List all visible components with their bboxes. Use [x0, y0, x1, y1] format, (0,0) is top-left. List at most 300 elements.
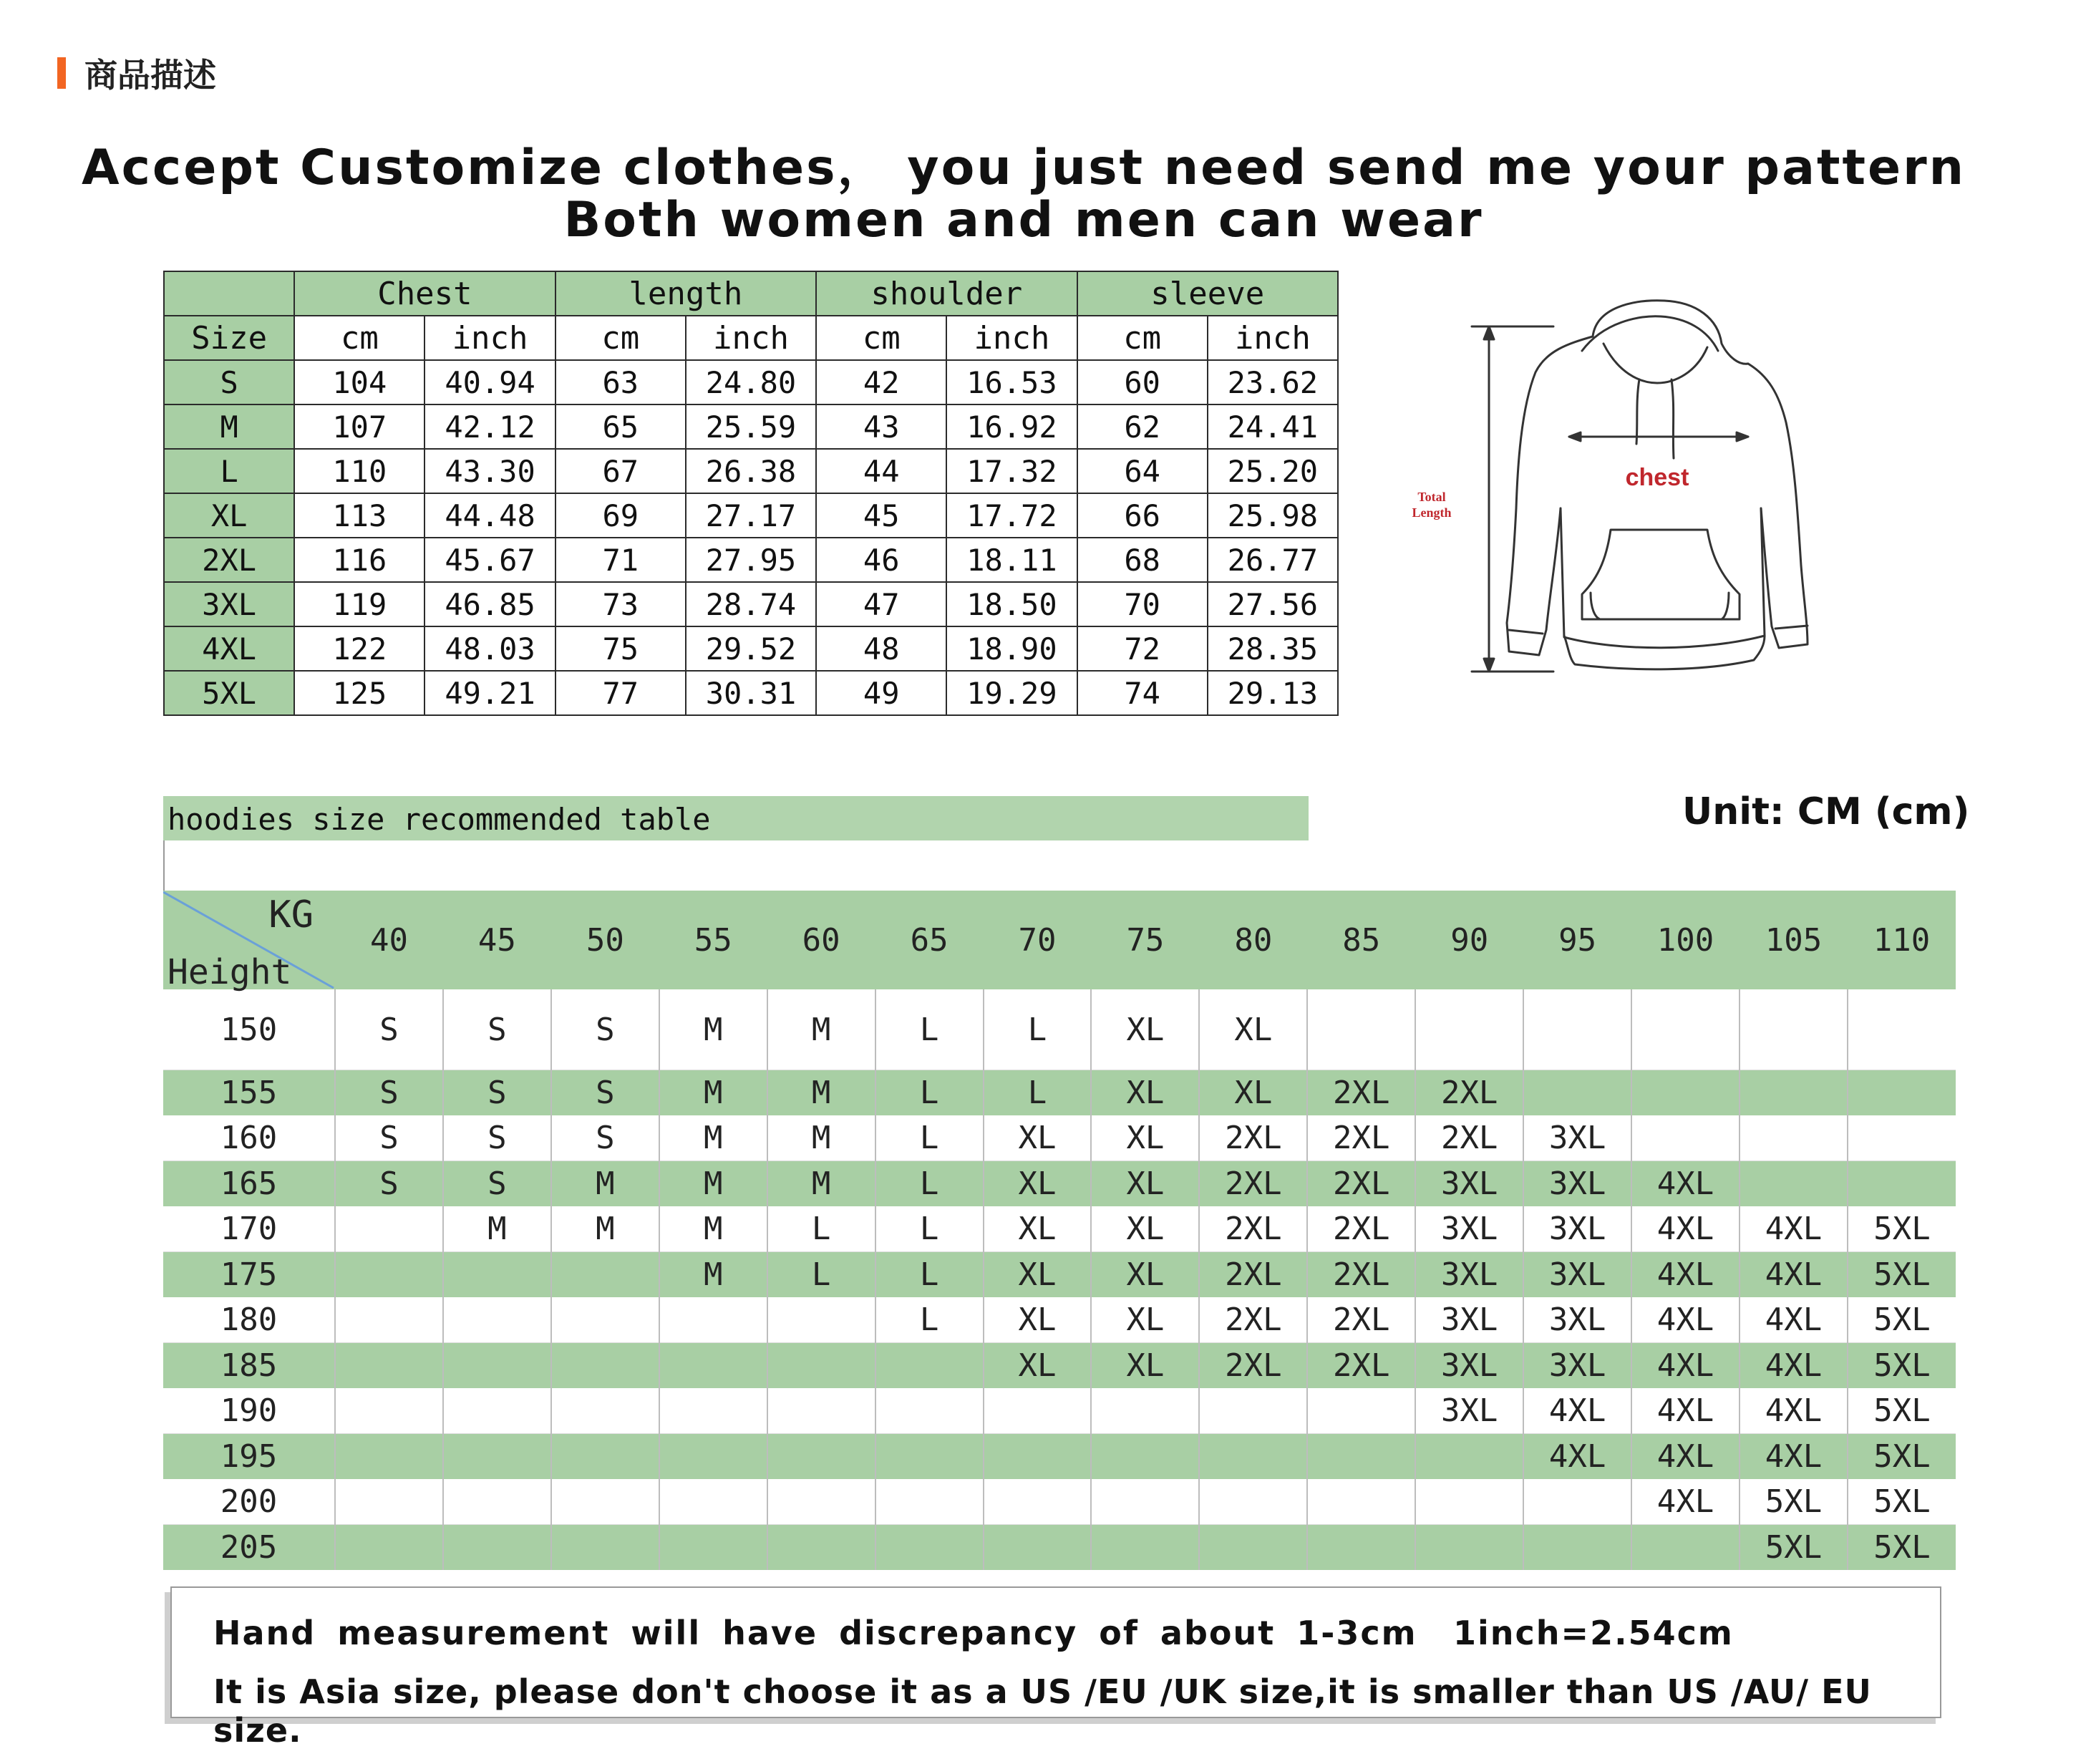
recommended-size-cell: 3XL: [1523, 1161, 1631, 1207]
recommended-size-cell: [984, 1388, 1092, 1434]
recommended-size-cell: XL: [984, 1206, 1092, 1252]
recommended-size-cell: L: [767, 1206, 875, 1252]
recommended-size-cell: [984, 1525, 1092, 1571]
recommended-size-cell: [335, 1252, 443, 1298]
weight-header: 60: [767, 891, 875, 989]
kg-label: KG: [268, 893, 314, 936]
measurement-cell: 42: [816, 360, 946, 404]
size-table-row: [164, 360, 1338, 404]
recommended-size-cell: XL: [1091, 1161, 1199, 1207]
headline-line-1: Accept Customize clothes， you just need send me your pattern: [81, 140, 1966, 196]
total-length-label-1: Total: [1417, 490, 1446, 504]
size-table-group-header: Chest: [294, 271, 555, 316]
recommended-size-cell: [335, 1297, 443, 1343]
size-column-header: Size: [164, 316, 294, 360]
recommended-size-cell: [767, 1525, 875, 1571]
measurement-cell: 26.77: [1208, 538, 1338, 582]
recommended-size-cell: [443, 1388, 551, 1434]
recommended-size-cell: 3XL: [1415, 1161, 1523, 1207]
measurement-cell: 74: [1077, 671, 1208, 715]
note-box: [170, 1586, 1941, 1750]
recommended-size-cell: XL: [984, 1252, 1092, 1298]
measurement-cell: 30.31: [686, 671, 816, 715]
recommended-size-cell: [551, 1525, 659, 1571]
recommended-size-cell: [551, 1297, 659, 1343]
recommended-size-cell: [1091, 1388, 1199, 1434]
unit-header: inch: [946, 316, 1077, 360]
recommended-size-cell: [1415, 989, 1523, 1070]
recommendation-row: [163, 1252, 1956, 1298]
recommended-size-cell: L: [875, 1161, 984, 1207]
recommended-size-cell: [1415, 1525, 1523, 1571]
recommended-size-cell: 3XL: [1415, 1252, 1523, 1298]
measurement-cell: 45.67: [424, 538, 555, 582]
recommended-size-cell: [551, 1388, 659, 1434]
height-cell: 185: [163, 1343, 335, 1389]
recommended-size-cell: 4XL: [1740, 1388, 1848, 1434]
measurement-cell: 113: [294, 493, 424, 538]
measurement-cell: 49.21: [424, 671, 555, 715]
recommended-size-cell: [1415, 1434, 1523, 1480]
recommended-size-cell: [443, 1479, 551, 1525]
recommended-size-cell: XL: [1091, 1070, 1199, 1116]
recommended-size-cell: [659, 1388, 767, 1434]
size-table-row: [164, 404, 1338, 449]
recommended-size-cell: 4XL: [1740, 1206, 1848, 1252]
measurement-cell: 73: [555, 582, 686, 626]
size-label-cell: S: [164, 360, 294, 404]
recommended-size-cell: 4XL: [1631, 1343, 1740, 1389]
recommendation-row: [163, 1115, 1956, 1161]
recommended-size-cell: 4XL: [1631, 1252, 1740, 1298]
recommended-size-cell: [1199, 1434, 1307, 1480]
recommended-size-cell: [443, 1297, 551, 1343]
weight-header: 50: [551, 891, 659, 989]
recommended-size-cell: XL: [1091, 1206, 1199, 1252]
recommended-size-cell: L: [875, 1252, 984, 1298]
weight-header: 40: [335, 891, 443, 989]
recommended-size-cell: [1523, 989, 1631, 1070]
hoodie-diagram: [1403, 294, 1833, 680]
weight-header-row: [163, 891, 1956, 989]
recommendation-row: [163, 1525, 1956, 1571]
recommended-size-cell: [875, 1343, 984, 1389]
recommended-size-cell: M: [659, 1206, 767, 1252]
recommended-size-cell: [335, 1206, 443, 1252]
recommended-size-cell: M: [551, 1161, 659, 1207]
measurement-cell: 29.52: [686, 626, 816, 671]
weight-header: 90: [1415, 891, 1523, 989]
measurement-cell: 68: [1077, 538, 1208, 582]
recommended-size-cell: 4XL: [1631, 1479, 1740, 1525]
measurement-cell: 27.95: [686, 538, 816, 582]
recommended-size-cell: [1740, 1161, 1848, 1207]
size-table-row: [164, 538, 1338, 582]
recommended-size-cell: [443, 1252, 551, 1298]
recommended-size-cell: S: [551, 989, 659, 1070]
height-cell: 165: [163, 1161, 335, 1207]
recommended-size-cell: S: [335, 1115, 443, 1161]
note-conversion: 1inch=2.54cm: [1453, 1614, 1734, 1652]
recommended-size-cell: 4XL: [1740, 1434, 1848, 1480]
recommended-size-cell: 3XL: [1523, 1252, 1631, 1298]
measurement-cell: 16.92: [946, 404, 1077, 449]
height-cell: 160: [163, 1115, 335, 1161]
measurement-cell: 17.72: [946, 493, 1077, 538]
measurement-cell: 66: [1077, 493, 1208, 538]
measurement-cell: 45: [816, 493, 946, 538]
recommended-size-cell: 2XL: [1307, 1343, 1415, 1389]
recommended-size-cell: 4XL: [1523, 1434, 1631, 1480]
recommended-size-cell: 2XL: [1307, 1297, 1415, 1343]
recommended-size-cell: [1307, 989, 1415, 1070]
chest-label: chest: [1625, 464, 1689, 491]
recommended-size-cell: 2XL: [1199, 1206, 1307, 1252]
recommended-size-cell: 5XL: [1848, 1297, 1956, 1343]
size-table-corner: [164, 271, 294, 316]
measurement-cell: 40.94: [424, 360, 555, 404]
recommended-size-cell: M: [551, 1206, 659, 1252]
weight-header: 80: [1199, 891, 1307, 989]
weight-header: 70: [984, 891, 1092, 989]
recommended-size-cell: [767, 1479, 875, 1525]
recommendation-row: [163, 1479, 1956, 1525]
measurement-cell: 64: [1077, 449, 1208, 493]
measurement-cell: 46.85: [424, 582, 555, 626]
recommended-size-cell: XL: [1199, 1070, 1307, 1116]
recommended-size-cell: L: [875, 1070, 984, 1116]
recommended-size-cell: [443, 1434, 551, 1480]
recommended-size-cell: L: [875, 1206, 984, 1252]
recommended-size-cell: S: [443, 1070, 551, 1116]
recommended-size-cell: [1740, 989, 1848, 1070]
recommended-size-cell: [1740, 1070, 1848, 1116]
recommended-size-cell: 5XL: [1848, 1252, 1956, 1298]
recommended-size-cell: [551, 1252, 659, 1298]
recommended-size-cell: 2XL: [1307, 1252, 1415, 1298]
measurement-cell: 63: [555, 360, 686, 404]
recommendation-row: [163, 1434, 1956, 1480]
recommended-size-cell: S: [335, 1161, 443, 1207]
measurement-cell: 28.74: [686, 582, 816, 626]
height-cell: 175: [163, 1252, 335, 1298]
measurement-cell: 62: [1077, 404, 1208, 449]
measurement-cell: 60: [1077, 360, 1208, 404]
measurement-cell: 27.17: [686, 493, 816, 538]
measurement-cell: 125: [294, 671, 424, 715]
recommended-size-cell: 3XL: [1523, 1206, 1631, 1252]
recommended-size-cell: [1199, 1388, 1307, 1434]
recommended-size-cell: XL: [984, 1343, 1092, 1389]
weight-header: 45: [443, 891, 551, 989]
recommended-size-cell: [984, 1479, 1092, 1525]
section-accent-bar: [57, 57, 66, 89]
size-table-group-header: length: [555, 271, 816, 316]
recommended-size-cell: [1307, 1479, 1415, 1525]
recommended-size-cell: [551, 1434, 659, 1480]
recommended-size-cell: 5XL: [1740, 1479, 1848, 1525]
measurement-cell: 25.98: [1208, 493, 1338, 538]
recommended-size-cell: M: [659, 1070, 767, 1116]
measurement-cell: 29.13: [1208, 671, 1338, 715]
measurement-cell: 43: [816, 404, 946, 449]
recommended-size-cell: 3XL: [1415, 1297, 1523, 1343]
recommended-size-cell: M: [767, 1161, 875, 1207]
recommended-size-cell: 4XL: [1740, 1297, 1848, 1343]
weight-header: 65: [875, 891, 984, 989]
recommended-size-cell: XL: [984, 1297, 1092, 1343]
recommended-size-cell: L: [875, 1297, 984, 1343]
recommended-size-cell: L: [984, 989, 1092, 1070]
recommended-size-cell: [335, 1388, 443, 1434]
recommended-size-cell: S: [551, 1070, 659, 1116]
size-measurement-table: [163, 271, 1339, 716]
recommended-size-cell: 5XL: [1848, 1388, 1956, 1434]
body-outline: [1507, 336, 1593, 655]
recommended-size-cell: 2XL: [1199, 1115, 1307, 1161]
height-cell: 200: [163, 1479, 335, 1525]
measurement-cell: 72: [1077, 626, 1208, 671]
measurement-cell: 28.35: [1208, 626, 1338, 671]
recommended-size-cell: [875, 1479, 984, 1525]
measurement-cell: 67: [555, 449, 686, 493]
recommended-size-cell: [767, 1434, 875, 1480]
recommended-size-cell: 2XL: [1199, 1343, 1307, 1389]
measurement-cell: 122: [294, 626, 424, 671]
size-recommendation-table: [163, 891, 1956, 1570]
size-table-unit-row: [164, 316, 1338, 360]
section-header: [57, 52, 216, 94]
size-table-row: [164, 671, 1338, 715]
height-cell: 190: [163, 1388, 335, 1434]
unit-header: cm: [1077, 316, 1208, 360]
recommended-size-cell: S: [551, 1115, 659, 1161]
measurement-cell: 44.48: [424, 493, 555, 538]
size-table-row: [164, 626, 1338, 671]
recommended-size-cell: [443, 1525, 551, 1571]
recommended-size-cell: [659, 1343, 767, 1389]
height-cell: 180: [163, 1297, 335, 1343]
recommended-size-cell: [1091, 1434, 1199, 1480]
section-title: 商品描述: [84, 56, 216, 94]
recommended-size-cell: 2XL: [1199, 1161, 1307, 1207]
height-cell: 195: [163, 1434, 335, 1480]
recommended-table-title: hoodies size recommended table: [163, 796, 1309, 840]
recommended-size-cell: XL: [984, 1161, 1092, 1207]
recommended-size-cell: 2XL: [1415, 1070, 1523, 1116]
recommended-size-cell: [1848, 989, 1956, 1070]
measurement-cell: 23.62: [1208, 360, 1338, 404]
recommended-size-cell: M: [767, 1070, 875, 1116]
recommended-size-cell: [1740, 1115, 1848, 1161]
hood-outline: [1593, 301, 1748, 364]
recommended-size-cell: S: [443, 989, 551, 1070]
recommended-size-cell: 3XL: [1523, 1343, 1631, 1389]
recommended-size-cell: M: [659, 1115, 767, 1161]
recommended-size-cell: 5XL: [1848, 1525, 1956, 1571]
recommended-size-cell: 4XL: [1631, 1434, 1740, 1480]
recommended-size-cell: S: [335, 989, 443, 1070]
recommended-size-cell: [1415, 1479, 1523, 1525]
recommended-size-cell: [1523, 1070, 1631, 1116]
recommended-size-cell: [1307, 1388, 1415, 1434]
total-length-label-2: Length: [1412, 505, 1452, 520]
size-table-row: [164, 582, 1338, 626]
recommended-size-cell: 5XL: [1848, 1343, 1956, 1389]
measurement-cell: 107: [294, 404, 424, 449]
kg-height-corner: [163, 891, 335, 992]
size-label-cell: 4XL: [164, 626, 294, 671]
measurement-cell: 77: [555, 671, 686, 715]
recommended-size-cell: [767, 1297, 875, 1343]
recommended-size-cell: M: [443, 1206, 551, 1252]
unit-header: inch: [424, 316, 555, 360]
recommended-size-cell: [767, 1388, 875, 1434]
recommended-size-cell: [875, 1388, 984, 1434]
size-label-cell: 5XL: [164, 671, 294, 715]
size-table-group-header: sleeve: [1077, 271, 1338, 316]
measurement-cell: 110: [294, 449, 424, 493]
recommended-size-cell: [335, 1525, 443, 1571]
measurement-cell: 19.29: [946, 671, 1077, 715]
height-cell: 205: [163, 1525, 335, 1571]
recommended-size-cell: [551, 1479, 659, 1525]
note-measurement: Hand measurement will have discrepancy of about 1-3cm: [213, 1614, 1417, 1652]
recommended-size-cell: [1848, 1161, 1956, 1207]
recommended-size-cell: [1631, 1115, 1740, 1161]
recommended-size-cell: [875, 1525, 984, 1571]
recommended-size-cell: [1199, 1479, 1307, 1525]
measurement-cell: 17.32: [946, 449, 1077, 493]
recommended-size-cell: M: [767, 1115, 875, 1161]
measurement-cell: 48: [816, 626, 946, 671]
recommended-size-cell: [551, 1343, 659, 1389]
size-label-cell: 3XL: [164, 582, 294, 626]
measurement-cell: 119: [294, 582, 424, 626]
recommended-size-cell: 3XL: [1415, 1388, 1523, 1434]
size-table-row: [164, 449, 1338, 493]
unit-header: cm: [555, 316, 686, 360]
measurement-cell: 42.12: [424, 404, 555, 449]
measurement-cell: 24.41: [1208, 404, 1338, 449]
height-cell: 170: [163, 1206, 335, 1252]
recommendation-row: [163, 1343, 1956, 1389]
recommended-size-cell: 4XL: [1740, 1343, 1848, 1389]
recommended-size-cell: 3XL: [1415, 1206, 1523, 1252]
recommendation-row: [163, 1388, 1956, 1434]
recommended-size-cell: M: [659, 989, 767, 1070]
unit-header: cm: [816, 316, 946, 360]
measurement-cell: 18.90: [946, 626, 1077, 671]
recommended-size-cell: 3XL: [1415, 1343, 1523, 1389]
height-cell: 155: [163, 1070, 335, 1116]
recommended-size-cell: [1091, 1479, 1199, 1525]
recommended-size-cell: [659, 1479, 767, 1525]
weight-header: 85: [1307, 891, 1415, 989]
weight-header: 105: [1740, 891, 1848, 989]
recommended-size-cell: [1199, 1525, 1307, 1571]
recommended-size-cell: S: [335, 1070, 443, 1116]
recommended-size-cell: [1307, 1525, 1415, 1571]
measurement-cell: 75: [555, 626, 686, 671]
recommended-size-cell: XL: [984, 1115, 1092, 1161]
size-table-group-row: [164, 271, 1338, 316]
recommended-size-cell: M: [767, 989, 875, 1070]
weight-header: 95: [1523, 891, 1631, 989]
recommended-size-cell: [1631, 989, 1740, 1070]
recommended-size-cell: [335, 1343, 443, 1389]
recommended-size-cell: 2XL: [1415, 1115, 1523, 1161]
recommended-size-cell: M: [659, 1161, 767, 1207]
weight-header: 100: [1631, 891, 1740, 989]
weight-header: 75: [1091, 891, 1199, 989]
measurement-cell: 24.80: [686, 360, 816, 404]
recommended-size-cell: S: [443, 1161, 551, 1207]
weight-header: 110: [1848, 891, 1956, 989]
recommended-size-cell: 4XL: [1631, 1297, 1740, 1343]
weight-header: 55: [659, 891, 767, 989]
height-cell: 150: [163, 989, 335, 1070]
note-asia-size: It is Asia size, please don't choose it as a US /EU /UK size,it is smaller than US /AU/ EU size.: [213, 1672, 1872, 1750]
recommended-size-cell: M: [659, 1252, 767, 1298]
recommended-size-cell: XL: [1091, 1115, 1199, 1161]
size-label-cell: 2XL: [164, 538, 294, 582]
recommended-size-cell: [443, 1343, 551, 1389]
recommended-size-cell: [335, 1479, 443, 1525]
recommendation-row: [163, 1297, 1956, 1343]
measurement-cell: 71: [555, 538, 686, 582]
recommendation-row: [163, 1070, 1956, 1116]
title-divider: [163, 840, 165, 891]
measurement-cell: 49: [816, 671, 946, 715]
recommended-size-cell: L: [875, 989, 984, 1070]
size-table-group-header: shoulder: [816, 271, 1077, 316]
measurement-cell: 69: [555, 493, 686, 538]
measurement-cell: 16.53: [946, 360, 1077, 404]
recommended-size-cell: [1631, 1070, 1740, 1116]
recommended-size-cell: 4XL: [1740, 1252, 1848, 1298]
recommended-size-cell: [1523, 1479, 1631, 1525]
recommended-size-cell: 2XL: [1307, 1161, 1415, 1207]
measurement-cell: 26.38: [686, 449, 816, 493]
recommended-size-cell: [659, 1434, 767, 1480]
recommended-size-cell: 5XL: [1848, 1434, 1956, 1480]
recommended-size-cell: L: [767, 1252, 875, 1298]
unit-header: cm: [294, 316, 424, 360]
recommendation-row: [163, 989, 1956, 1070]
unit-header: inch: [686, 316, 816, 360]
size-label-cell: XL: [164, 493, 294, 538]
unit-label: Unit: CM (cm): [1682, 790, 1970, 833]
recommended-size-cell: [1631, 1525, 1740, 1571]
recommended-size-cell: 2XL: [1307, 1115, 1415, 1161]
size-label-cell: L: [164, 449, 294, 493]
recommendation-row: [163, 1206, 1956, 1252]
headline-line-2: Both women and men can wear: [563, 192, 1484, 248]
recommended-size-cell: [1848, 1115, 1956, 1161]
recommended-size-cell: 2XL: [1307, 1070, 1415, 1116]
recommended-size-cell: 3XL: [1523, 1297, 1631, 1343]
recommended-size-cell: XL: [1091, 1252, 1199, 1298]
measurement-cell: 65: [555, 404, 686, 449]
recommended-size-cell: 3XL: [1523, 1115, 1631, 1161]
size-label-cell: M: [164, 404, 294, 449]
recommended-size-cell: XL: [1199, 989, 1307, 1070]
recommended-size-cell: L: [984, 1070, 1092, 1116]
measurement-cell: 48.03: [424, 626, 555, 671]
measurement-cell: 70: [1077, 582, 1208, 626]
recommended-size-cell: 4XL: [1631, 1388, 1740, 1434]
